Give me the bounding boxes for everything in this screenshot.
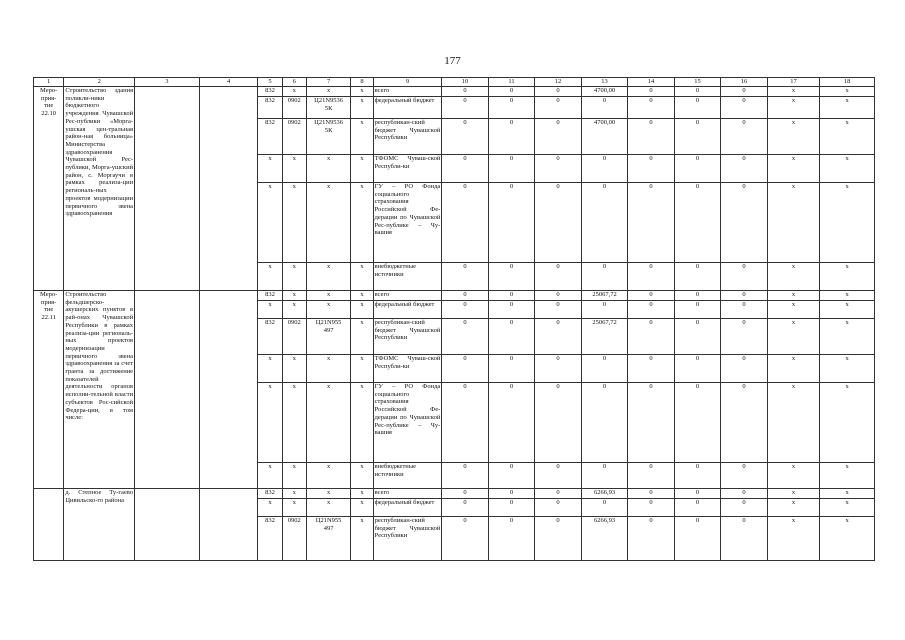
header-cell: 5 [258,78,282,87]
funding-source: республикан-ский бюджет Чувашской Республики [373,119,442,155]
amount-cell: 6266,93 [581,517,627,561]
amount-cell: 6266,93 [581,489,627,499]
budget-code-cell: x [351,87,373,97]
amount-cell: 0 [674,301,720,319]
measure-label [34,489,64,561]
amount-cell: 0 [721,155,767,183]
budget-code-cell: x [258,155,282,183]
budget-code-cell: x [351,263,373,291]
amount-cell: 0 [535,355,581,383]
amount-cell: x [767,499,820,517]
funding-source: ГУ – РО Фонда социального страхования Российской Фе-дерации по Чувашской Рес-публике – Чу-вашия [373,383,442,463]
budget-code-cell: x [351,383,373,463]
budget-code-cell: 832 [258,119,282,155]
header-cell: 2 [64,78,135,87]
budget-code-cell: 832 [258,517,282,561]
budget-code-cell: Ц21N955 497 [306,319,350,355]
amount-cell: 0 [721,119,767,155]
amount-cell: x [767,463,820,489]
budget-code-cell: x [306,183,350,263]
budget-code-cell: x [351,119,373,155]
amount-cell: 0 [535,463,581,489]
amount-cell: 0 [535,87,581,97]
amount-cell: x [767,319,820,355]
amount-cell: x [767,291,820,301]
header-cell: 10 [442,78,488,87]
amount-cell: 0 [674,383,720,463]
amount-cell: x [820,301,875,319]
amount-cell: 0 [628,301,674,319]
page-number: 177 [444,55,461,67]
amount-cell: 0 [488,291,534,301]
measure-label: Меро- прия- тие 22.10 [34,87,64,291]
budget-code-cell: x [351,463,373,489]
amount-cell: 0 [674,355,720,383]
amount-cell: 0 [442,291,488,301]
funding-source: внебюджетные источники [373,463,442,489]
amount-cell: 0 [488,319,534,355]
amount-cell: x [767,489,820,499]
budget-code-cell: x [282,355,306,383]
amount-cell: x [820,319,875,355]
amount-cell: 0 [628,489,674,499]
header-cell: 18 [820,78,875,87]
amount-cell: x [820,263,875,291]
amount-cell: x [820,499,875,517]
column-4-cell [199,489,258,561]
table-body [34,78,875,561]
budget-code-cell: 0902 [282,97,306,119]
amount-cell: 0 [488,155,534,183]
amount-cell: 0 [488,263,534,291]
budget-code-cell: 832 [258,87,282,97]
amount-cell: 0 [581,463,627,489]
amount-cell: 0 [581,499,627,517]
amount-cell: 0 [674,463,720,489]
amount-cell: x [820,183,875,263]
budget-code-cell: 0902 [282,517,306,561]
amount-cell: 0 [581,263,627,291]
budget-code-cell: Ц21N9536 5К [306,119,350,155]
funding-source: республикан-ский бюджет Чувашской Республики [373,319,442,355]
amount-cell: x [767,87,820,97]
amount-cell: 0 [488,355,534,383]
amount-cell: x [820,517,875,561]
amount-cell: x [767,355,820,383]
amount-cell: 0 [628,319,674,355]
amount-cell: 0 [721,291,767,301]
budget-code-cell: x [282,263,306,291]
amount-cell: 0 [535,183,581,263]
funding-source: внебюджетные источники [373,263,442,291]
budget-code-cell: x [306,383,350,463]
budget-code-cell: Ц21N9536 5К [306,97,350,119]
budget-code-cell: x [351,155,373,183]
amount-cell: x [767,301,820,319]
budget-code-cell: x [282,383,306,463]
amount-cell: 0 [674,319,720,355]
budget-code-cell: 832 [258,291,282,301]
amount-cell: x [767,183,820,263]
budget-code-cell: x [258,263,282,291]
amount-cell: x [820,383,875,463]
amount-cell: 0 [721,463,767,489]
budget-code-cell: x [258,301,282,319]
amount-cell: 25067,72 [581,319,627,355]
column-3-cell [135,87,200,291]
amount-cell: 0 [535,383,581,463]
amount-cell: 0 [442,183,488,263]
budget-code-cell: x [351,355,373,383]
amount-cell: 0 [628,119,674,155]
amount-cell: 0 [442,499,488,517]
amount-cell: 0 [628,383,674,463]
amount-cell: 0 [628,263,674,291]
budget-code-cell: x [306,301,350,319]
amount-cell: 0 [628,97,674,119]
amount-cell: 0 [488,97,534,119]
budget-code-cell: x [306,463,350,489]
budget-code-cell: x [282,291,306,301]
amount-cell: 0 [721,499,767,517]
amount-cell: 0 [721,263,767,291]
measure-description: Строительство здания поликли-ники бюджетного учреждения Чувашской Рес-публики «Морга-ушская цен-тральная район-ная больница» Министерства здравоохранения Чувашской Рес-публики, Морга-ушский район, с. Моргаучи в рамках реализа-ции региональ-ных проектов модернизации первичного звена здравоохранения [64,87,135,291]
funding-source: федеральный бюджет [373,97,442,119]
funding-source: всего [373,87,442,97]
budget-code-cell: x [282,155,306,183]
header-cell: 7 [306,78,350,87]
header-cell: 3 [135,78,200,87]
header-cell: 12 [535,78,581,87]
amount-cell: 0 [628,463,674,489]
budget-code-cell: x [306,499,350,517]
budget-code-cell: x [258,499,282,517]
amount-cell: 0 [721,319,767,355]
budget-code-cell: x [351,517,373,561]
budget-code-cell: 832 [258,319,282,355]
amount-cell: 0 [721,301,767,319]
amount-cell: 0 [488,119,534,155]
amount-cell: 0 [721,183,767,263]
header-cell: 11 [488,78,534,87]
amount-cell: 0 [535,97,581,119]
amount-cell: 0 [442,97,488,119]
amount-cell: 0 [721,97,767,119]
funding-source: федеральный бюджет [373,301,442,319]
amount-cell: 0 [488,463,534,489]
amount-cell: 0 [674,183,720,263]
amount-cell: x [820,87,875,97]
budget-code-cell: x [282,301,306,319]
budget-code-cell: x [282,489,306,499]
amount-cell: 0 [674,97,720,119]
amount-cell: 4700,00 [581,87,627,97]
amount-cell: x [820,97,875,119]
budget-code-cell: x [351,97,373,119]
column-3-cell [135,489,200,561]
amount-cell: x [767,383,820,463]
budget-code-cell: 832 [258,489,282,499]
budget-code-cell: x [258,183,282,263]
budget-code-cell: x [282,499,306,517]
amount-cell: x [820,155,875,183]
amount-cell: x [767,517,820,561]
budget-code-cell: x [258,355,282,383]
column-4-cell [199,87,258,291]
amount-cell: 0 [674,87,720,97]
funding-source: ТФОМС Чуваш-ской Республи-ки [373,355,442,383]
budget-code-cell: x [258,383,282,463]
budget-code-cell: x [306,489,350,499]
budget-code-cell: x [351,319,373,355]
amount-cell: 0 [535,319,581,355]
budget-code-cell: x [258,463,282,489]
amount-cell: 0 [721,383,767,463]
header-cell: 4 [199,78,258,87]
budget-code-cell: x [351,489,373,499]
amount-cell: x [767,155,820,183]
budget-code-cell: 832 [258,97,282,119]
amount-cell: 0 [488,183,534,263]
amount-cell: 0 [535,301,581,319]
header-cell: 9 [373,78,442,87]
amount-cell: 0 [535,517,581,561]
header-cell: 13 [581,78,627,87]
amount-cell: 0 [674,517,720,561]
amount-cell: 0 [488,87,534,97]
amount-cell: 0 [674,499,720,517]
amount-cell: 0 [674,291,720,301]
funding-source: республикан-ский бюджет Чувашской Республики [373,517,442,561]
amount-cell: 0 [721,489,767,499]
funding-source: ТФОМС Чуваш-ской Республи-ки [373,155,442,183]
amount-cell: 0 [442,119,488,155]
amount-cell: 0 [535,489,581,499]
amount-cell: 0 [628,291,674,301]
budget-code-cell: x [306,263,350,291]
budget-code-cell: x [306,291,350,301]
amount-cell: 0 [488,383,534,463]
header-cell: 8 [351,78,373,87]
amount-cell: 0 [628,499,674,517]
amount-cell: 0 [442,355,488,383]
amount-cell: 0 [535,155,581,183]
amount-cell: 0 [721,517,767,561]
amount-cell: 0 [442,383,488,463]
amount-cell: x [767,119,820,155]
amount-cell: x [820,355,875,383]
column-3-cell [135,291,200,489]
amount-cell: 0 [581,301,627,319]
amount-cell: 0 [721,355,767,383]
amount-cell: 0 [442,87,488,97]
header-cell: 6 [282,78,306,87]
amount-cell: 0 [442,301,488,319]
budget-code-cell: 0902 [282,119,306,155]
funding-source: ГУ – РО Фонда социального страхования Российской Фе-дерации по Чувашской Рес-публике – Чу-вашия [373,183,442,263]
amount-cell: 0 [535,291,581,301]
budget-table [33,77,875,561]
amount-cell: 25067,72 [581,291,627,301]
amount-cell: 0 [581,355,627,383]
amount-cell: 0 [442,489,488,499]
budget-code-cell: x [282,463,306,489]
amount-cell: 4700,00 [581,119,627,155]
header-cell: 15 [674,78,720,87]
amount-cell: 0 [488,489,534,499]
budget-code-cell: x [282,183,306,263]
funding-source: всего [373,291,442,301]
amount-cell: 0 [442,319,488,355]
header-cell: 16 [721,78,767,87]
amount-cell: x [767,97,820,119]
budget-code-cell: x [306,155,350,183]
amount-cell: x [820,291,875,301]
amount-cell: x [820,119,875,155]
header-cell: 17 [767,78,820,87]
budget-code-cell: x [351,499,373,517]
header-cell: 14 [628,78,674,87]
table-row [34,489,875,499]
amount-cell: 0 [674,155,720,183]
amount-cell: 0 [581,155,627,183]
measure-description: д. Степное Ту-гаево Цивильско-го района [64,489,135,561]
funding-source: всего [373,489,442,499]
amount-cell: 0 [628,155,674,183]
budget-code-cell: Ц21N955 497 [306,517,350,561]
amount-cell: 0 [628,355,674,383]
budget-code-cell: x [351,291,373,301]
amount-cell: x [820,489,875,499]
amount-cell: 0 [581,97,627,119]
amount-cell: 0 [442,517,488,561]
amount-cell: 0 [442,155,488,183]
amount-cell: 0 [628,87,674,97]
amount-cell: 0 [628,517,674,561]
amount-cell: 0 [721,87,767,97]
amount-cell: 0 [581,183,627,263]
measure-description: Строительство фельдшерско-акушерских пунктов в рай-онах Чувашской Республики в рамках реализа-ции региональ-ных проектов модернизации первичного звена здравоохранения за счет гранта за достижение показателей деятельности органов исполни-тельной власти субъектов Рос-сийской Федера-ции, в том числе: [64,291,135,489]
amount-cell: 0 [442,263,488,291]
measure-label: Меро- прия- тие 22.11 [34,291,64,489]
budget-code-cell: x [351,301,373,319]
budget-code-cell: x [351,183,373,263]
amount-cell: 0 [488,517,534,561]
amount-cell: 0 [535,499,581,517]
budget-code-cell: x [306,87,350,97]
budget-code-cell: 0902 [282,319,306,355]
amount-cell: 0 [628,183,674,263]
amount-cell: 0 [674,489,720,499]
funding-source: федеральный бюджет [373,499,442,517]
amount-cell: 0 [674,263,720,291]
column-4-cell [199,291,258,489]
table-row [34,87,875,97]
amount-cell: 0 [488,301,534,319]
amount-cell: 0 [674,119,720,155]
amount-cell: 0 [535,263,581,291]
amount-cell: 0 [581,383,627,463]
amount-cell: 0 [535,119,581,155]
budget-code-cell: x [282,87,306,97]
header-cell: 1 [34,78,64,87]
budget-code-cell: x [306,355,350,383]
amount-cell: x [767,263,820,291]
amount-cell: 0 [488,499,534,517]
header-row [34,78,875,87]
amount-cell: 0 [442,463,488,489]
table-row [34,291,875,301]
amount-cell: x [820,463,875,489]
